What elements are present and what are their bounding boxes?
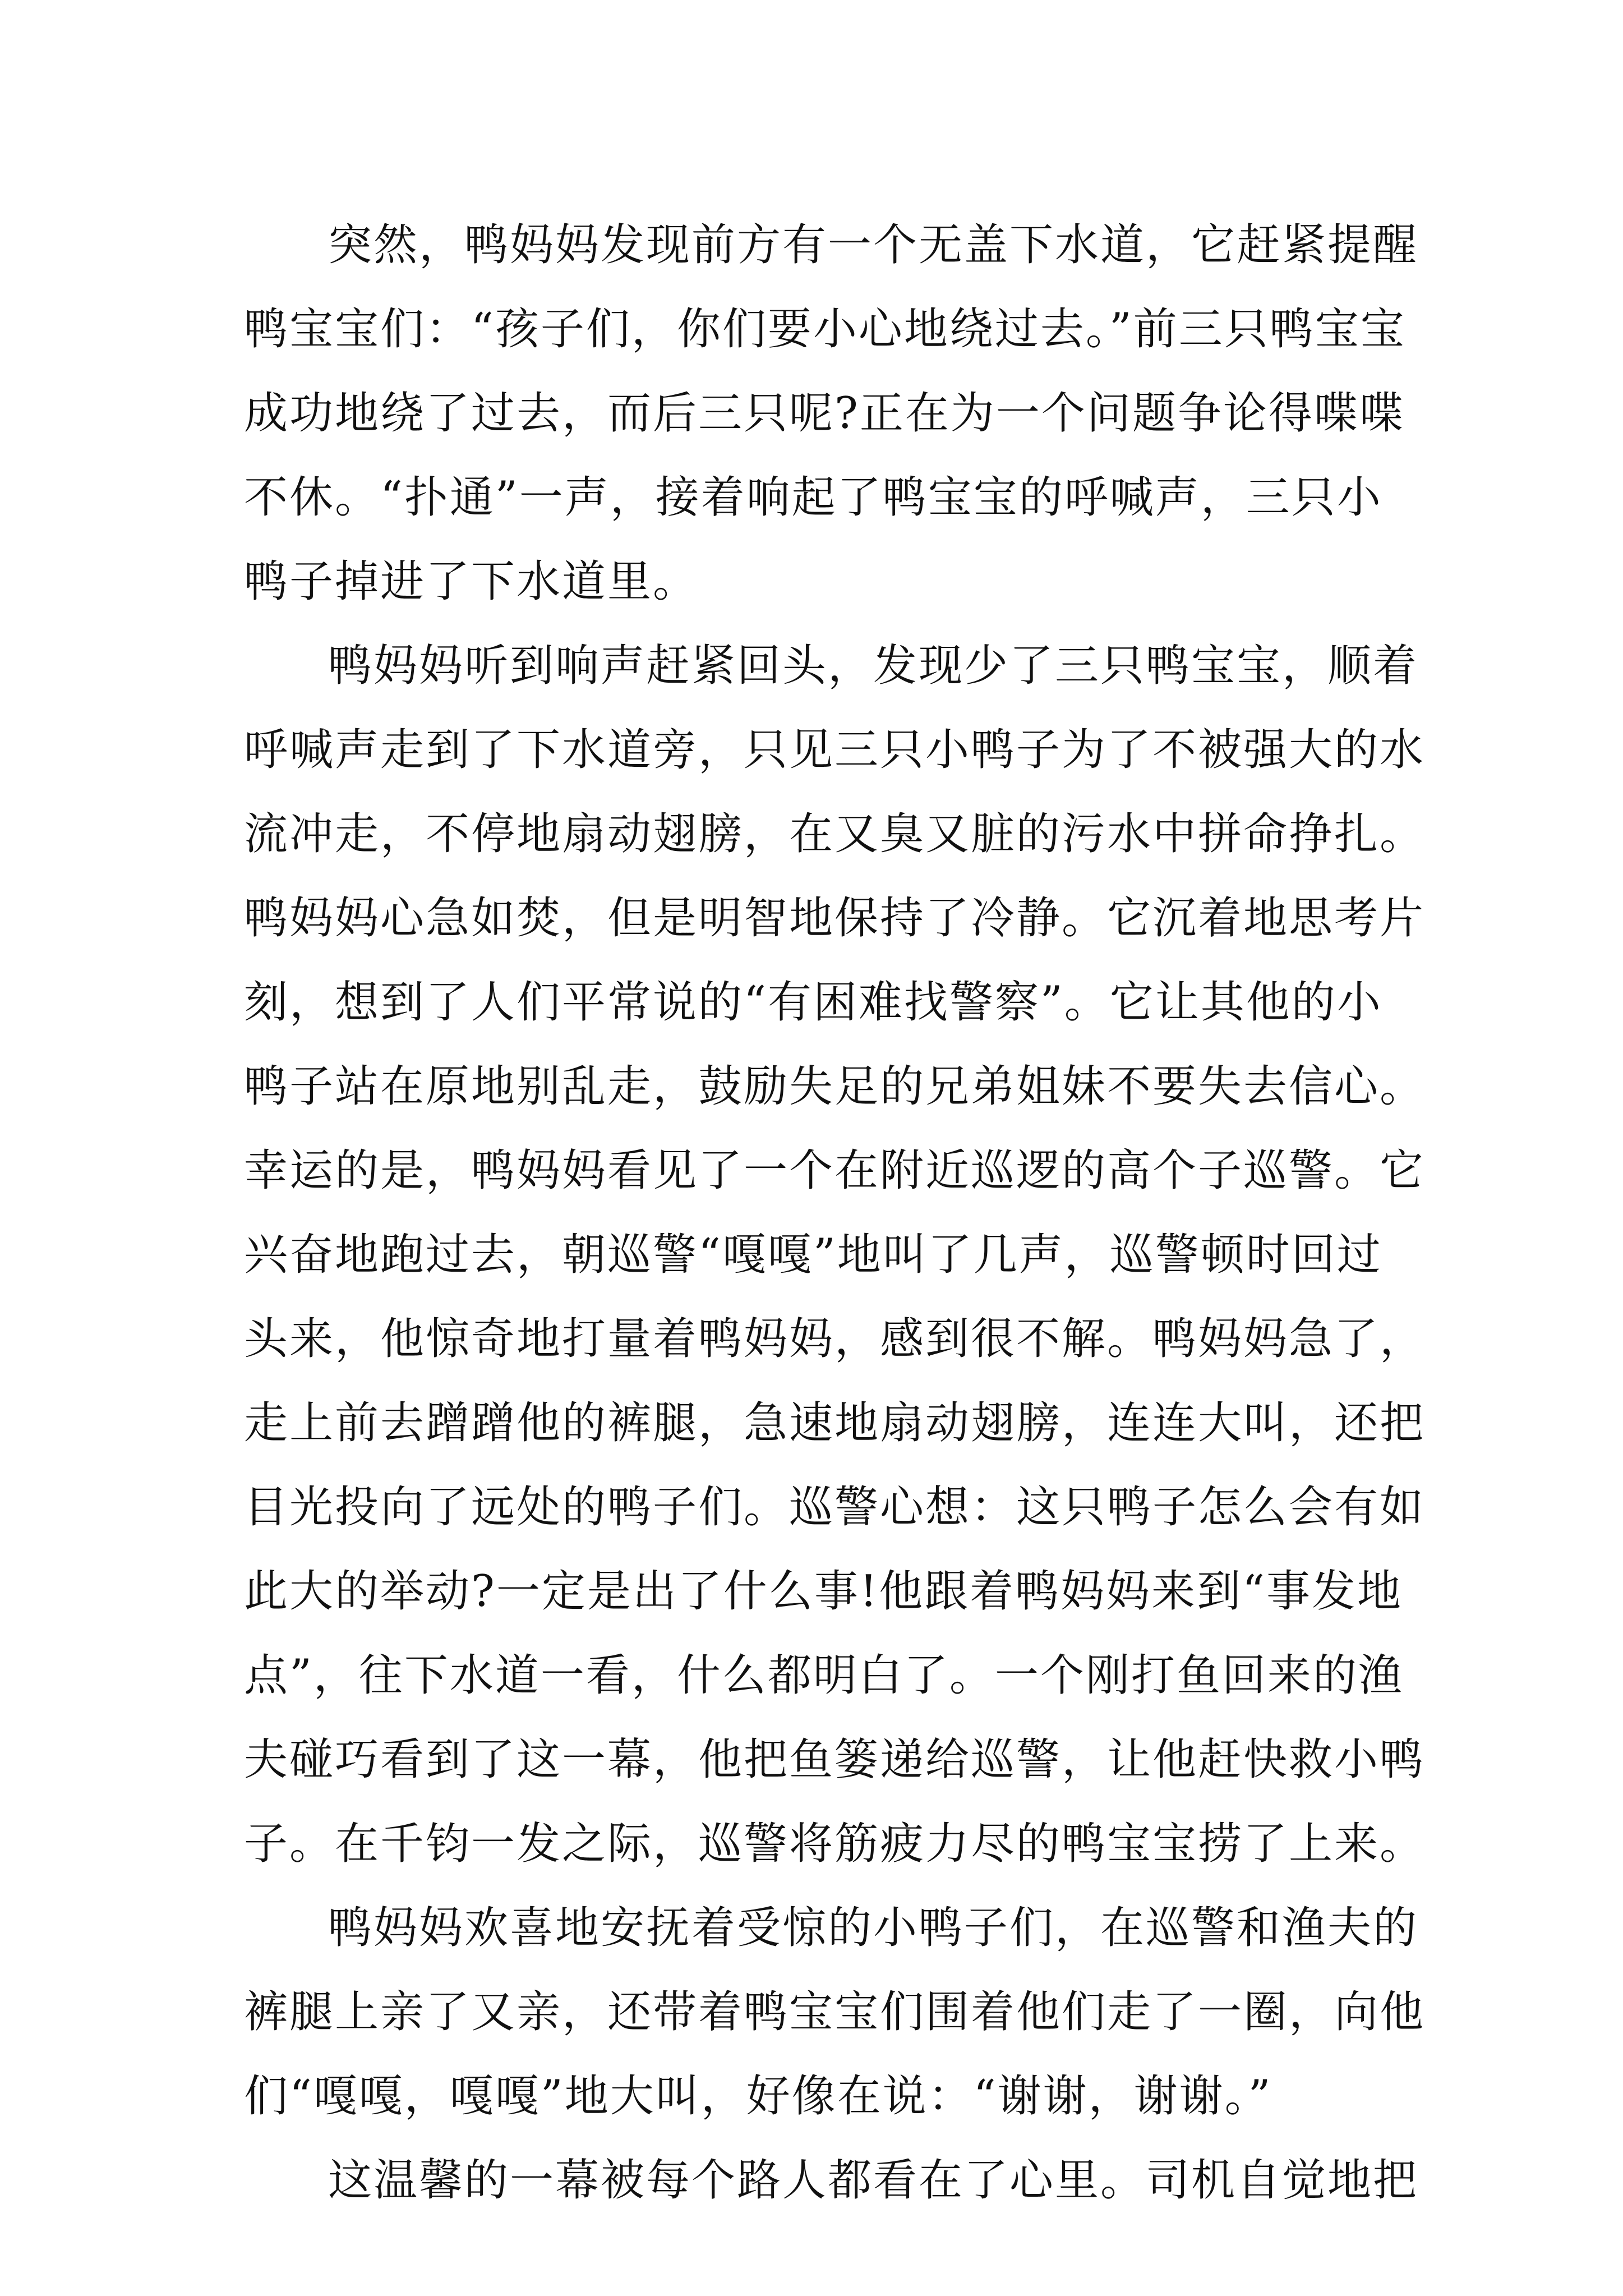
paragraph-4-line-1: 这温馨的一幕被每个路人都看在了心里。司机自觉地把 — [328, 2155, 1419, 2206]
paragraph-2-line-3: 流冲走，不停地扇动翅膀，在又臭又脏的污水中拼命挣扎。 — [244, 809, 1426, 859]
paragraph-2-line-5: 刻，想到了人们平常说的“有困难找警察”。它让其他的小 — [244, 977, 1382, 1028]
paragraph-2-line-6: 鸭子站在原地别乱走，鼓励失足的兄弟姐妹不要失去信心。 — [244, 1061, 1426, 1112]
paragraph-2-line-13: 点”，往下水道一看，什么都明白了。一个刚打鱼回来的渔 — [244, 1650, 1404, 1701]
paragraph-2-line-11: 目光投向了远处的鸭子们。巡警心想：这只鸭子怎么会有如 — [244, 1482, 1426, 1533]
paragraph-2-line-2: 呼喊声走到了下水道旁，只见三只小鸭子为了不被强大的水 — [244, 725, 1426, 775]
paragraph-2-line-1: 鸭妈妈听到响声赶紧回头，发现少了三只鸭宝宝，顺着 — [328, 641, 1419, 691]
paragraph-2-line-15: 子。在千钧一发之际，巡警将筋疲力尽的鸭宝宝捞了上来。 — [244, 1819, 1426, 1869]
paragraph-1-line-2: 鸭宝宝们：“孩子们，你们要小心地绕过去。”前三只鸭宝宝 — [244, 304, 1406, 355]
paragraph-2-line-8: 兴奋地跑过去，朝巡警“嘎嘎”地叫了几声，巡警顿时回过 — [244, 1230, 1382, 1280]
paragraph-2-line-7: 幸运的是，鸭妈妈看见了一个在附近巡逻的高个子巡警。它 — [244, 1145, 1426, 1196]
paragraph-2-line-4: 鸭妈妈心急如焚，但是明智地保持了冷静。它沉着地思考片 — [244, 893, 1426, 944]
paragraph-2-line-9: 头来，他惊奇地打量着鸭妈妈，感到很不解。鸭妈妈急了， — [244, 1314, 1426, 1364]
paragraph-3-line-2: 裤腿上亲了又亲，还带着鸭宝宝们围着他们走了一圈，向他 — [244, 1987, 1426, 2037]
paragraph-3-line-1: 鸭妈妈欢喜地安抚着受惊的小鸭子们，在巡警和渔夫的 — [328, 1903, 1419, 1953]
paragraph-1-line-5: 鸭子掉进了下水道里。 — [244, 556, 699, 607]
paragraph-1-line-3: 成功地绕了过去，而后三只呢?正在为一个问题争论得喋喋 — [244, 388, 1405, 439]
paragraph-2-line-10: 走上前去蹭蹭他的裤腿，急速地扇动翅膀，连连大叫，还把 — [244, 1398, 1426, 1448]
paragraph-1-line-1: 突然，鸭妈妈发现前方有一个无盖下水道，它赶紧提醒 — [328, 220, 1419, 270]
paragraph-2-line-14: 夫碰巧看到了这一幕，他把鱼篓递给巡警，让他赶快救小鸭 — [244, 1734, 1426, 1785]
paragraph-1-line-4: 不休。“扑通”一声，接着响起了鸭宝宝的呼喊声，三只小 — [244, 472, 1382, 523]
paragraph-2-line-12: 此大的举动?一定是出了什么事!他跟着鸭妈妈来到“事发地 — [244, 1566, 1403, 1617]
paragraph-3-line-3: 们“嘎嘎，嘎嘎”地大叫，好像在说：“谢谢，谢谢。” — [244, 2071, 1272, 2122]
